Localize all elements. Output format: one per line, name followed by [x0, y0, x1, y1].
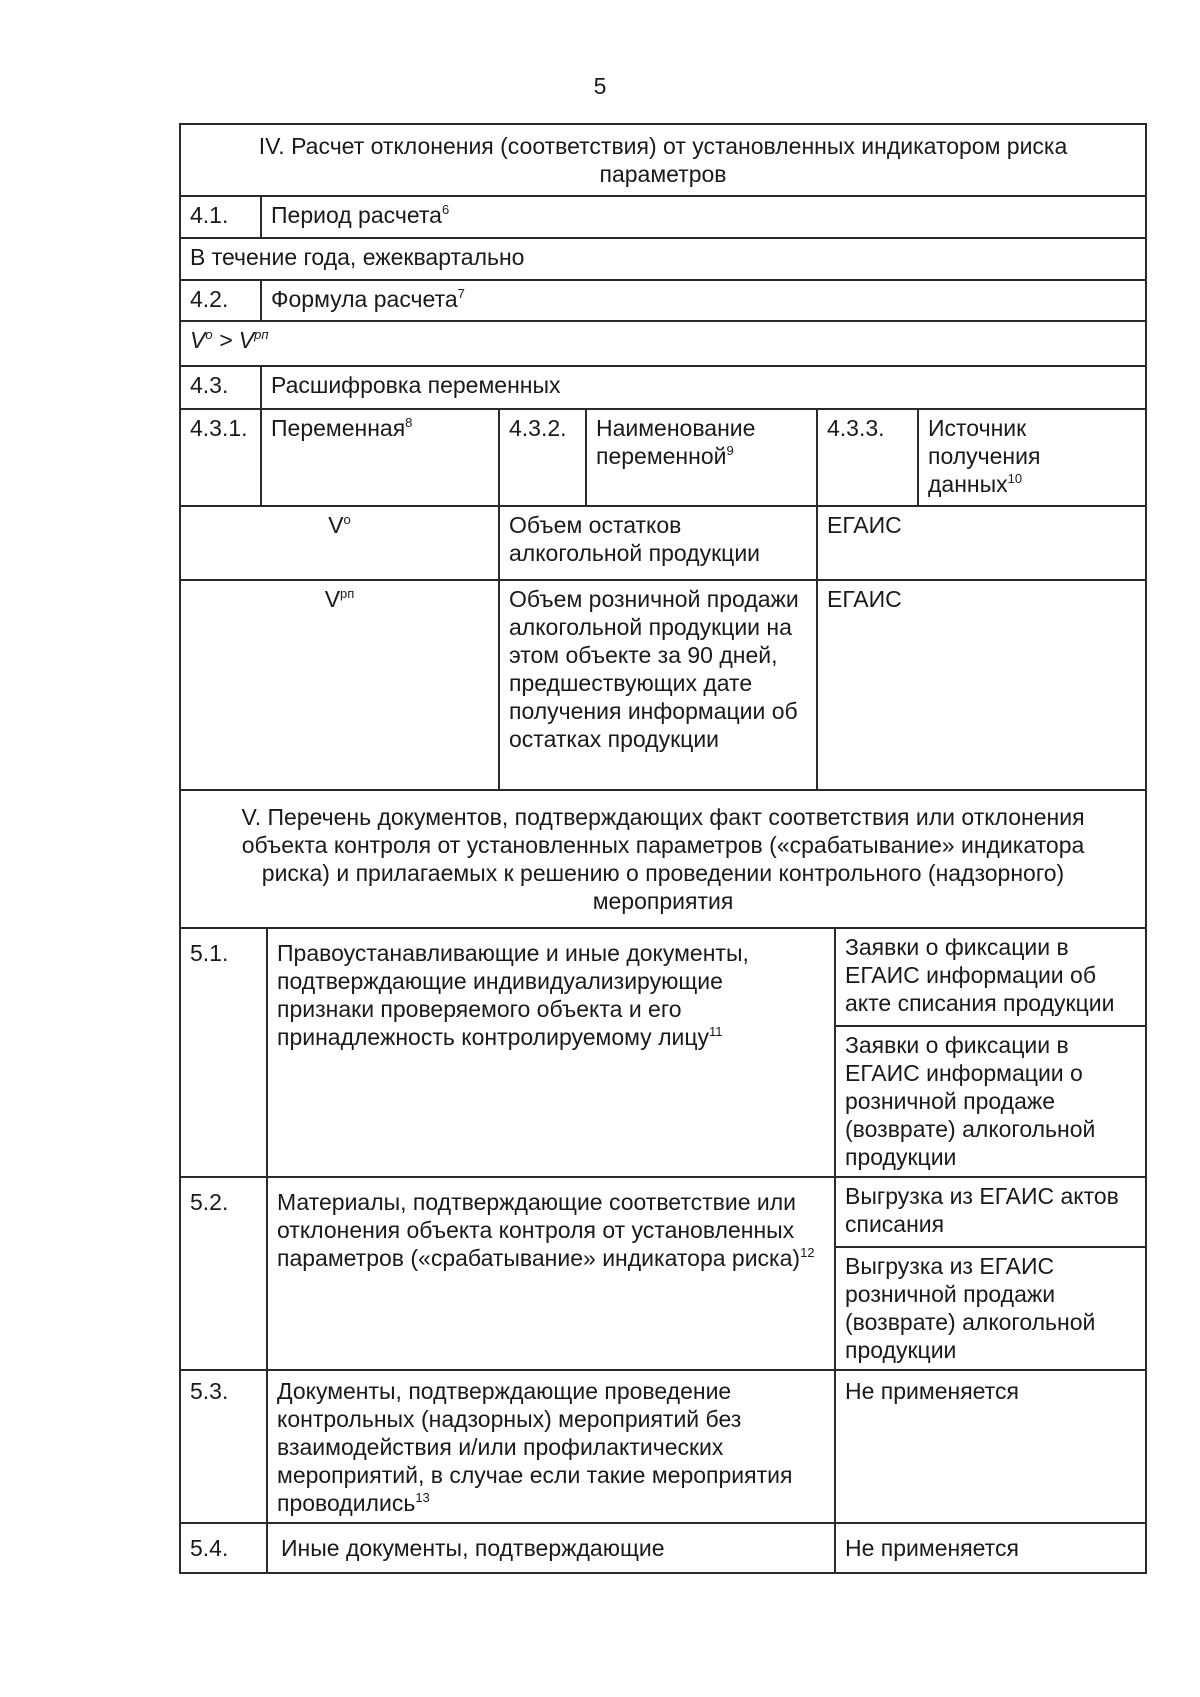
footnote-10: 10 — [1007, 471, 1023, 486]
row-5-1-num: 5.1. — [190, 940, 229, 966]
period-label: Период расчета — [271, 202, 442, 228]
row-formula-value — [181, 320, 1145, 365]
page-number: 5 — [593, 73, 607, 99]
document-item: Не применяется — [834, 1371, 1145, 1522]
footnote-9: 9 — [726, 443, 734, 458]
data-source-label: Источник получения данных — [928, 415, 1041, 497]
variable-source: ЕГАИС — [816, 581, 1145, 789]
variables-header-row — [181, 408, 1145, 505]
formula-left-sup: о — [205, 327, 213, 342]
row-4-3-label: Расшифровка переменных — [260, 367, 1145, 408]
h1-num: 4.3.1. — [190, 415, 248, 441]
row-4-3 — [181, 365, 1145, 408]
row-4-1-num: 4.1. — [190, 202, 229, 228]
row-5-4-num: 5.4. — [190, 1535, 229, 1561]
formula-right-sup: рп — [254, 327, 269, 342]
row-4-2 — [181, 279, 1145, 320]
footnote-7: 7 — [457, 286, 465, 301]
variable-symbol — [181, 581, 498, 789]
document-description: Документы, подтверждающие проведение контрольных (надзорных) мероприятий без взаимодействия и/или профилактических мероприятий, в случае если такие мероприятия проводились — [277, 1378, 793, 1516]
h2-label — [585, 410, 816, 505]
row-5-1 — [181, 927, 1145, 1176]
row-period-value — [181, 237, 1145, 279]
variable-name: Объем розничной продажи алкогольной продукции на этом объекте за 90 дней, предшествующих дате получения информации об остатках продукции — [498, 581, 816, 789]
row-4-2-num: 4.2. — [190, 286, 229, 312]
footnote-6: 6 — [441, 202, 450, 217]
variable-sup: о — [343, 512, 351, 527]
document-item: Не применяется — [834, 1524, 1145, 1572]
row-5-2-text — [266, 1178, 834, 1369]
variable-name-label: Наименование переменной — [596, 415, 756, 469]
row-4-3-num: 4.3. — [190, 372, 229, 398]
section4-title: IV. Расчет отклонения (соответствия) от установленных индикатором риска параметров — [258, 133, 1068, 187]
footnote-12: 12 — [800, 1245, 815, 1260]
h3-label — [917, 410, 1145, 505]
variable-symbol — [181, 507, 498, 579]
document-item: Выгрузка из ЕГАИС актов списания — [845, 1183, 1119, 1237]
row-5-4-text: Иные документы, подтверждающие — [266, 1524, 834, 1572]
row-5-2 — [181, 1176, 1145, 1369]
row-4-1 — [181, 195, 1145, 237]
variable-name: Объем остатков алкогольной продукции — [498, 507, 816, 579]
row-5-3-text — [266, 1371, 834, 1522]
row-5-3-num: 5.3. — [190, 1378, 229, 1404]
variable-label: Переменная — [271, 415, 406, 441]
footnote-13: 13 — [415, 1490, 430, 1505]
formula-label: Формула расчета — [271, 286, 458, 312]
row-4-2-label — [260, 281, 1145, 320]
section5-header-row — [181, 789, 1145, 927]
formula-operator: > — [212, 327, 239, 353]
row-5-4 — [181, 1522, 1145, 1572]
section5-title: V. Перечень документов, подтверждающих факт соответствия или отклонения объекта контроля от установленных параметров («срабатывание» индикатора риска) и прилагаемых к решению о проведении контрольного (надзорного) мероприятия — [241, 804, 1085, 914]
row-5-1-text — [266, 929, 834, 1176]
row-5-3 — [181, 1369, 1145, 1522]
document-item: Заявки о фиксации в ЕГАИС информации об акте списания продукции — [845, 934, 1115, 1016]
variable-row — [181, 579, 1145, 789]
document-item: Выгрузка из ЕГАИС розничной продажи (возврате) алкогольной продукции — [836, 1246, 1145, 1369]
row-5-2-docs — [834, 1178, 1145, 1369]
section4-header-row — [181, 125, 1145, 195]
variable-source: ЕГАИС — [816, 507, 1145, 579]
h1-label — [260, 410, 498, 505]
period-value: В течение года, ежеквартально — [190, 244, 525, 270]
h3-num: 4.3.3. — [816, 410, 917, 505]
variable-row — [181, 505, 1145, 579]
row-4-1-label — [260, 197, 1145, 237]
formula-expression — [181, 322, 1145, 365]
row-5-2-num: 5.2. — [190, 1189, 229, 1215]
variable-letter: V — [328, 512, 344, 538]
footnote-11: 11 — [709, 1024, 723, 1039]
document-item: Заявки о фиксации в ЕГАИС информации о розничной продаже (возврате) алкогольной продукции — [836, 1025, 1145, 1176]
variable-sup: рп — [340, 586, 355, 601]
footnote-8: 8 — [405, 415, 413, 430]
formula-left: V — [190, 327, 206, 353]
document-description: Материалы, подтверждающие соответствие или отклонения объекта контроля от установленных параметров («срабатывание» индикатора риска) — [277, 1189, 801, 1271]
document-description: Правоустанавливающие и иные документы, подтверждающие индивидуализирующие признаки проверяемого объекта и его принадлежность контролируемому лицу — [277, 940, 749, 1050]
h2-num: 4.3.2. — [498, 410, 585, 505]
variable-letter: V — [324, 586, 341, 612]
row-5-1-docs — [834, 929, 1145, 1176]
risk-indicator-table — [179, 123, 1147, 1574]
formula-right: V — [238, 327, 255, 353]
